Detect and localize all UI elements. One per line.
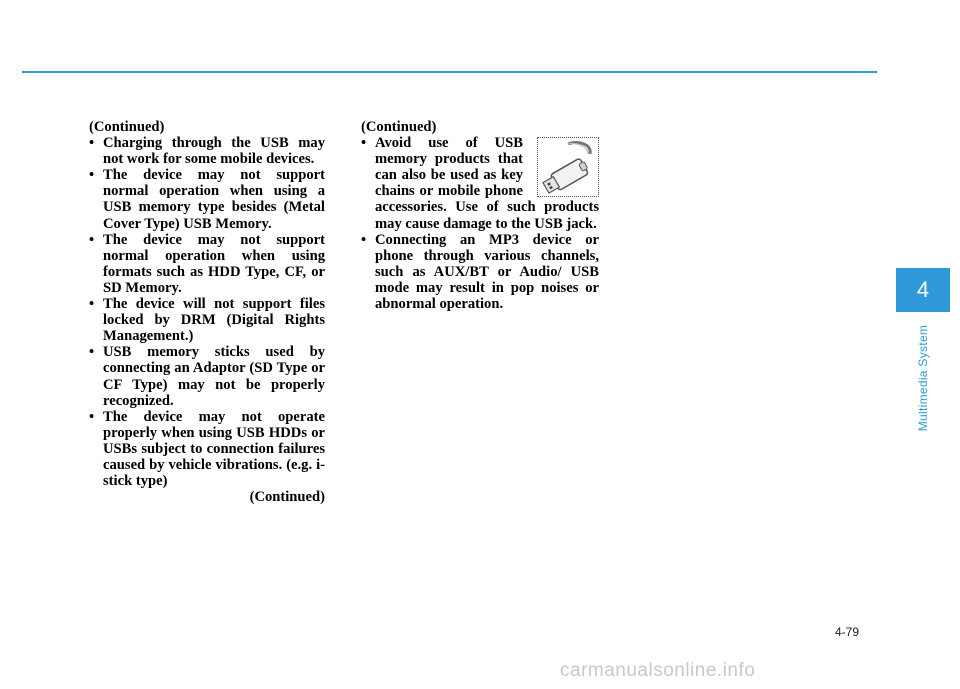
continued-heading: (Continued) (361, 119, 437, 135)
bullet-item (89, 296, 325, 344)
bullet-text: Connecting an MP3 device or phone through various channels, such as AUX/BT or Audio/ USB mode may result in pop noises or abnormal operation. (375, 231, 599, 313)
right-column (361, 119, 599, 312)
bullet-text: The device may not support normal operation when using a USB memory type besides (Metal Cover Type) USB Memory. (103, 167, 325, 232)
bullet-dot: • (89, 344, 95, 361)
bullet-item (89, 344, 325, 408)
continued-footer: (Continued) (249, 489, 325, 506)
bullet-item (89, 232, 325, 296)
page-number: 4-79 (835, 625, 860, 639)
bullet-text: The device will not support files locked by DRM (Digital Rights Management.) (103, 296, 325, 345)
bullet-text: USB memory sticks used by connecting an Adaptor (SD Type or CF Type) may not be properly recognized. (103, 344, 325, 409)
bullet-dot: • (89, 231, 95, 248)
bullet-item (361, 135, 599, 232)
continued-heading: (Continued) (89, 119, 165, 135)
bullet-item (361, 232, 599, 312)
chapter-number-tab: 4 (896, 268, 950, 312)
usb-keychain-icon (537, 137, 599, 197)
chapter-title: Multimedia System (916, 324, 930, 432)
bullet-text: The device may not operate properly when using USB HDDs or USBs subject to connection failures caused by vehicle vibrations. (e.g. i-stick type) (103, 408, 325, 490)
bullet-dot: • (361, 135, 367, 152)
bullet-item (89, 135, 325, 167)
bullet-item (89, 167, 325, 231)
watermark-text: carmanualsonline.info (560, 660, 756, 681)
bullet-dot: • (89, 135, 95, 152)
bullet-dot: • (89, 296, 95, 313)
bullet-dot: • (89, 408, 95, 425)
bullet-dot: • (361, 231, 367, 248)
bullet-dot: • (89, 167, 95, 184)
left-column (89, 119, 325, 505)
bullet-text: The device may not support normal operation when using formats such as HDD Type, CF, or SD Memory. (103, 231, 325, 296)
bullet-item (89, 409, 325, 489)
bullet-text: Charging through the USB may not work for some mobile devices. (103, 135, 325, 168)
bullet-text: Avoid use of USB memory products that can also be used as key chains or mobile phone accessories. Use of such products may cause damage to the USB jack. (375, 135, 599, 232)
header-rule (22, 71, 877, 73)
